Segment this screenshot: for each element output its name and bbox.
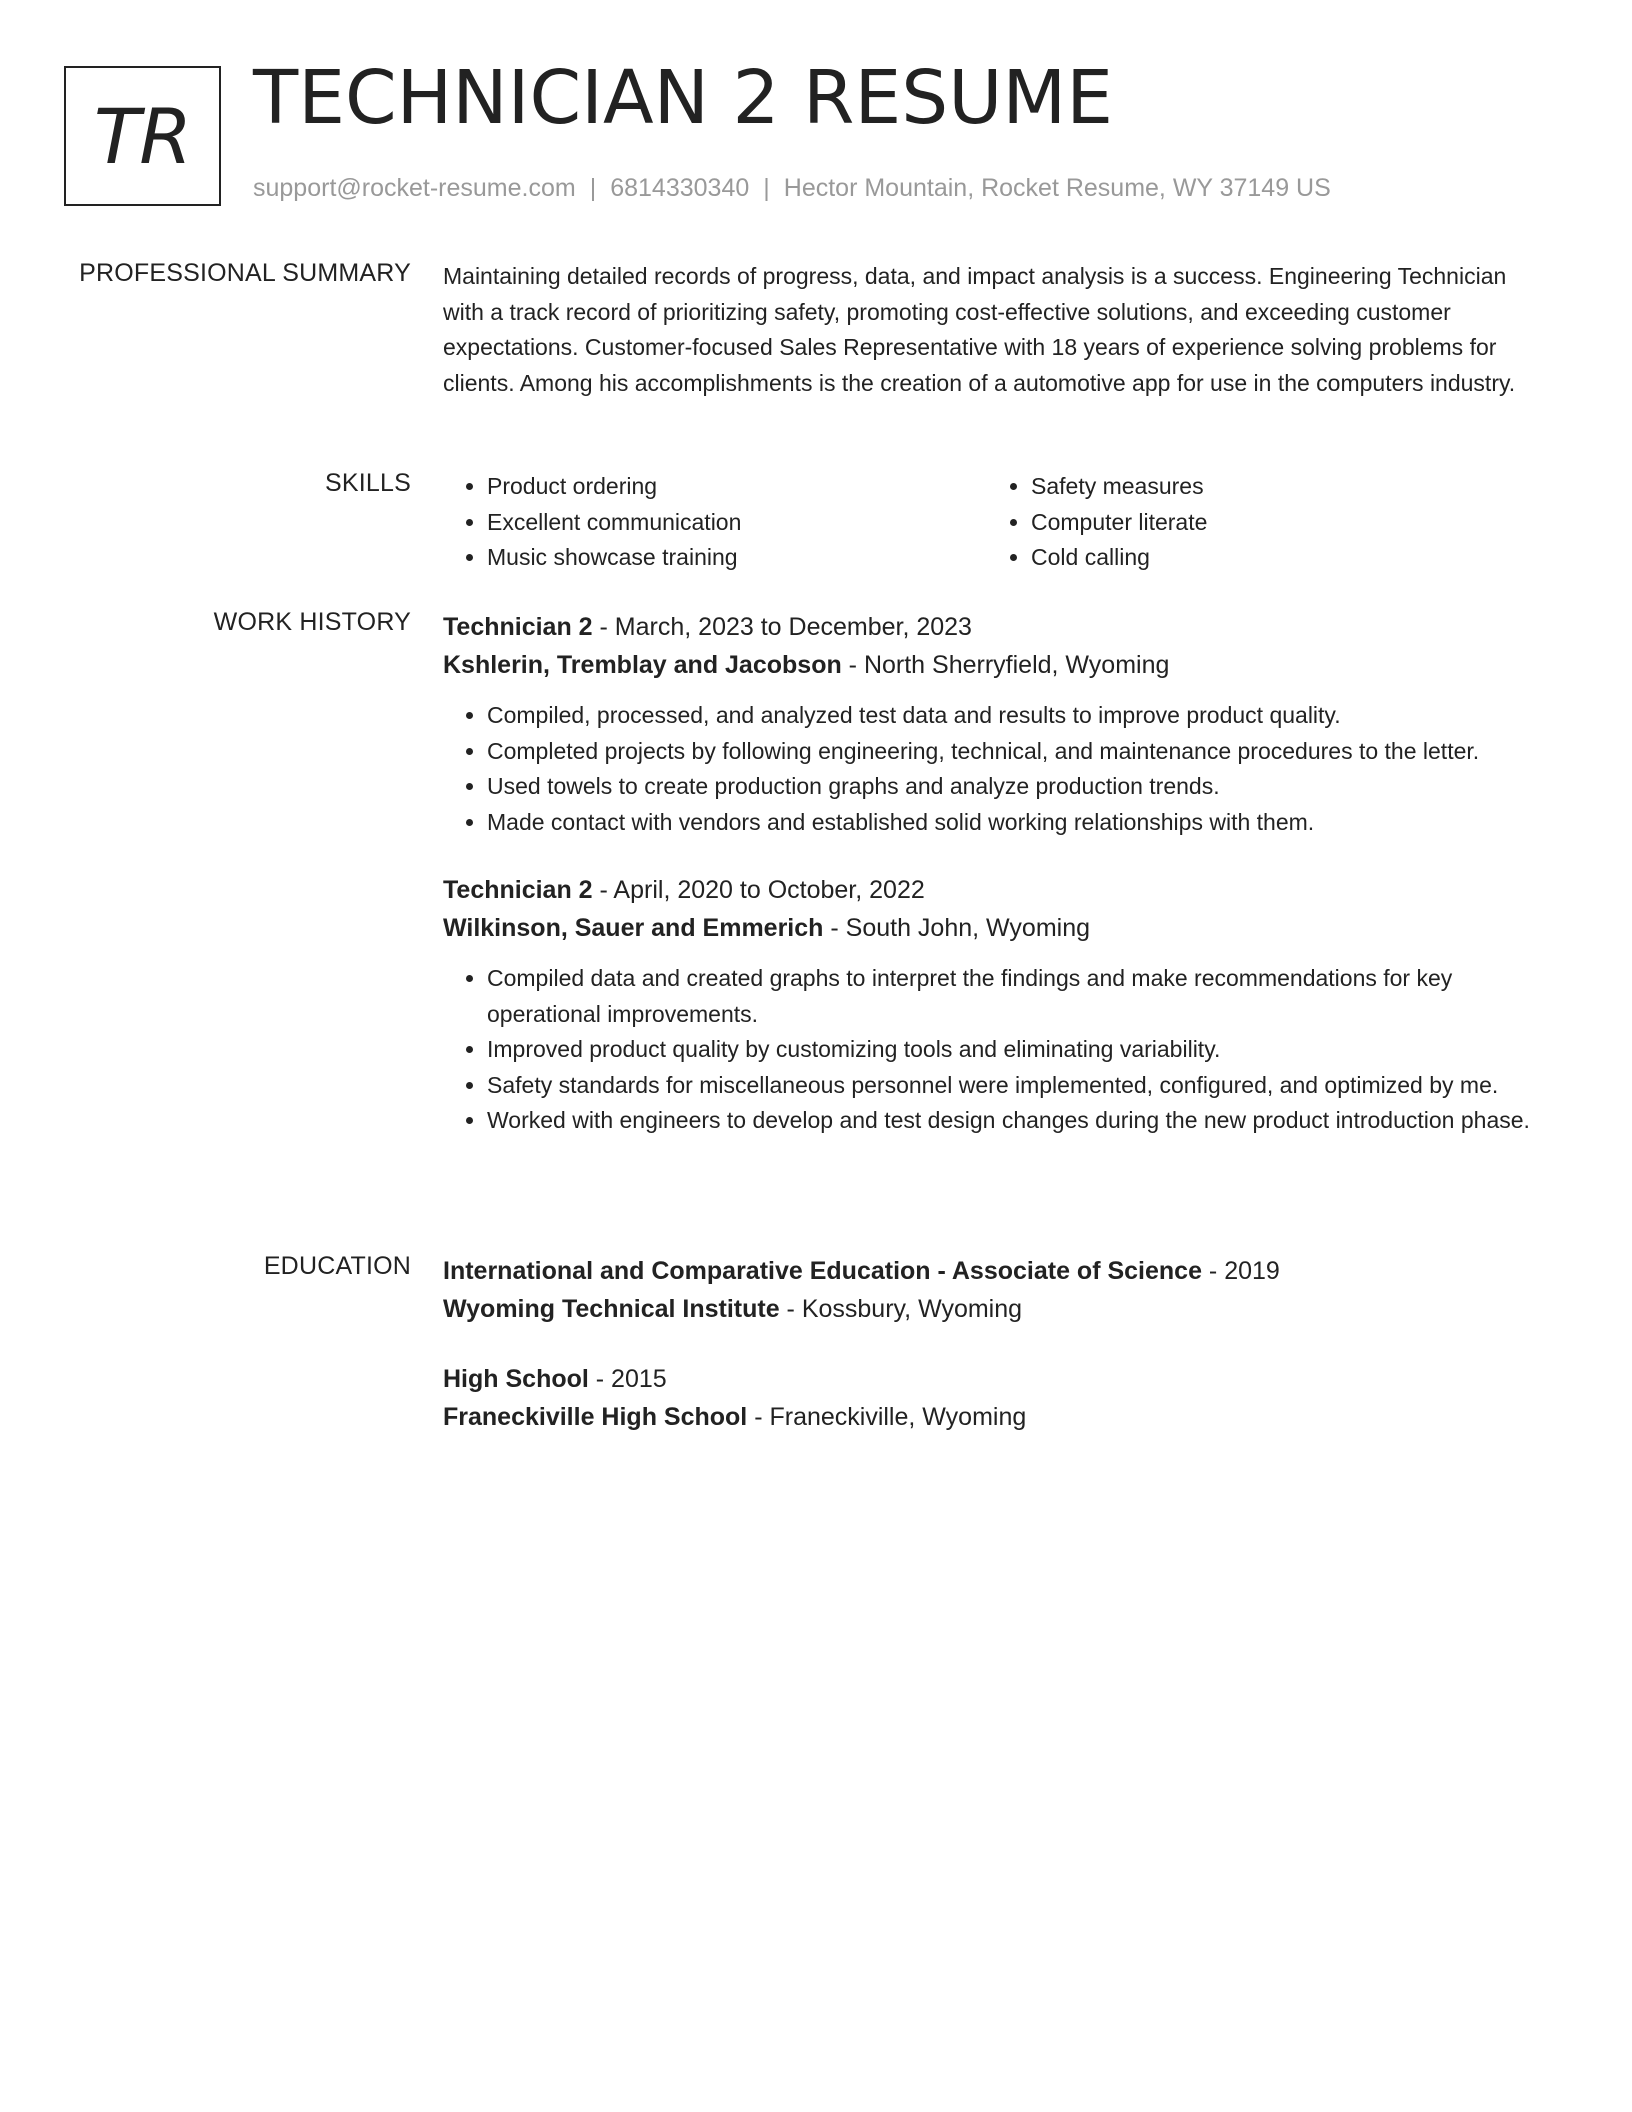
job-company: Kshlerin, Tremblay and Jacobson: [443, 651, 842, 679]
job-company: Wilkinson, Sauer and Emmerich: [443, 914, 824, 942]
education-school: Franeckiville High School: [443, 1403, 748, 1431]
skills-list-left: [443, 469, 987, 576]
skills-columns: [443, 469, 1553, 576]
education-degree-line: [443, 1252, 1553, 1290]
skills-column-right: [987, 469, 1531, 576]
education-body: [443, 1252, 1553, 1436]
job-bullet: • Completed projects by following engineering, technical, and maintenance procedures to the letter.: [487, 734, 1553, 770]
work-history-body: [443, 608, 1553, 1139]
job-dates: - March, 2023 to December, 2023: [592, 613, 972, 641]
education-heading: EDUCATION: [263, 1252, 411, 1280]
job-bullet: • Used towels to create production graphs and analyze production trends.: [487, 769, 1553, 805]
education-school-line: [443, 1290, 1553, 1328]
job-role-line: [443, 871, 1553, 909]
monogram-logo: TR: [64, 66, 221, 206]
job-entry: [443, 608, 1553, 840]
contact-phone: 6814330340: [610, 174, 750, 202]
contact-email: support@rocket-resume.com: [253, 174, 576, 202]
skill-item: • Cold calling: [1031, 540, 1531, 576]
skill-item: • Computer literate: [1031, 505, 1531, 541]
summary-body: [443, 259, 1553, 401]
skills-column-left: [443, 469, 987, 576]
job-location: - North Sherryfield, Wyoming: [841, 651, 1170, 679]
job-bullet: • Improved product quality by customizing tools and eliminating variability.: [487, 1032, 1553, 1068]
job-bullet: • Safety standards for miscellaneous personnel were implemented, configured, and optimized by me.: [487, 1068, 1553, 1104]
job-company-line: [443, 909, 1553, 947]
job-bullet: • Made contact with vendors and established solid working relationships with them.: [487, 805, 1553, 841]
job-bullet: • Compiled, processed, and analyzed test data and results to improve product quality.: [487, 698, 1553, 734]
education-year: - 2015: [588, 1365, 667, 1393]
education-entry: [443, 1252, 1553, 1328]
education-year: - 2019: [1201, 1257, 1280, 1285]
job-role: Technician 2: [443, 876, 593, 904]
job-company-line: [443, 646, 1553, 684]
education-degree: High School: [443, 1365, 589, 1393]
job-role: Technician 2: [443, 613, 593, 641]
education-degree: International and Comparative Education - Associate of Science: [443, 1257, 1202, 1285]
job-bullet-list: [443, 961, 1553, 1139]
contact-separator: |: [589, 174, 597, 202]
skill-item: • Product ordering: [487, 469, 987, 505]
job-location: - South John, Wyoming: [823, 914, 1091, 942]
job-entry: [443, 871, 1553, 1139]
summary-heading: PROFESSIONAL SUMMARY: [79, 259, 411, 287]
contact-address: Hector Mountain, Rocket Resume, WY 37149 US: [783, 174, 1331, 202]
contact-line: [253, 174, 1331, 203]
education-location: - Franeckiville, Wyoming: [747, 1403, 1027, 1431]
summary-text: Maintaining detailed records of progress, data, and impact analysis is a success. Engineering Technician with a track record of prioritizing safety, promoting cost-effective solutions, and exceeding customer expectations. Customer-focused Sales Representative with 18 years of experience solving problems for clients. Among his accomplishments is the creation of a automotive app for use in the computers industry.: [443, 263, 1516, 396]
skills-heading: SKILLS: [325, 469, 411, 497]
resume-title: TECHNICIAN 2 RESUME: [253, 55, 1113, 141]
education-school-line: [443, 1398, 1553, 1436]
work-history-heading: WORK HISTORY: [213, 608, 411, 636]
job-bullet: • Worked with engineers to develop and test design changes during the new product introduction phase.: [487, 1103, 1553, 1139]
job-bullet: • Compiled data and created graphs to interpret the findings and make recommendations for key operational improvements.: [487, 961, 1553, 1032]
job-role-line: [443, 608, 1553, 646]
skill-item: • Excellent communication: [487, 505, 987, 541]
skills-body: [443, 469, 1553, 576]
skill-item: • Music showcase training: [487, 540, 987, 576]
education-entry: [443, 1360, 1553, 1436]
contact-separator: |: [763, 174, 770, 202]
education-location: - Kossbury, Wyoming: [779, 1295, 1023, 1323]
job-dates: - April, 2020 to October, 2022: [592, 876, 925, 904]
education-degree-line: [443, 1360, 1553, 1398]
education-school: Wyoming Technical Institute: [443, 1295, 780, 1323]
skill-item: • Safety measures: [1031, 469, 1531, 505]
skills-list-right: [987, 469, 1531, 576]
job-bullet-list: [443, 698, 1553, 840]
